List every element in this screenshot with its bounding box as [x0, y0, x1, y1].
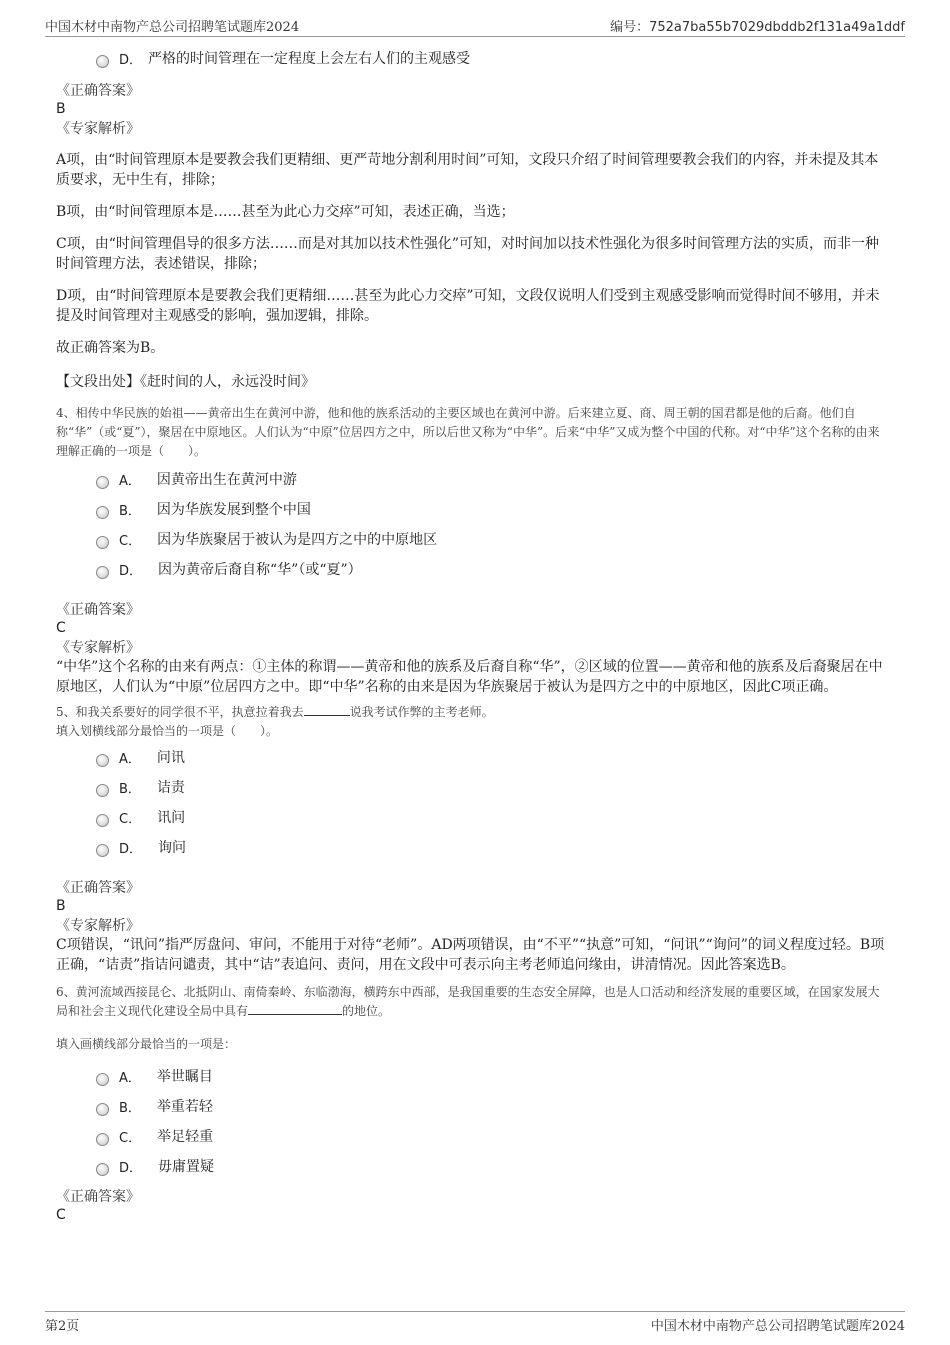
- q5-stem-after: 说我考试作弊的主考老师。: [349, 705, 494, 719]
- analysis-label: 《专家解析》: [56, 121, 140, 137]
- option-label: B．: [119, 1100, 141, 1116]
- radio-icon[interactable]: [96, 566, 109, 579]
- q3-option-d[interactable]: [96, 48, 890, 68]
- page-footer: [45, 1311, 905, 1336]
- q3-analysis-b: B项，由“时间管理原本是……甚至为此心力交瘁”可知，表述正确，当选；: [56, 204, 515, 220]
- option-label: A．: [119, 473, 141, 489]
- q5-stem-line2: 填入划横线部分最恰当的一项是（ ）。: [56, 724, 279, 738]
- page-header: [45, 14, 905, 37]
- radio-icon[interactable]: [96, 814, 109, 827]
- q6-stem-line2: 填入画横线部分最恰当的一项是：: [56, 1037, 237, 1051]
- radio-icon[interactable]: [96, 476, 109, 489]
- page-content: [56, 44, 890, 1224]
- answer-label: 《正确答案》: [56, 1189, 140, 1205]
- q3-analysis-a: A项，由“时间管理原本是要教会我们更精细、更严苛地分割利用时间”可知，文段只介绍了时间管理要教会我们的内容，并未提及其本质要求，无中生有，排除；: [56, 152, 879, 188]
- option-label: D．: [119, 563, 143, 579]
- radio-icon[interactable]: [96, 55, 109, 68]
- answer-label: 《正确答案》: [56, 880, 140, 896]
- option-text: 因为华族聚居于被认为是四方之中的中原地区: [157, 532, 438, 548]
- option-text: 因为华族发展到整个中国: [156, 502, 311, 518]
- option-label: C．: [119, 811, 142, 827]
- q4-analysis: “中华”这个名称的由来有两点：①主体的称谓——黄帝和他的族系及后裔自称“华”，②区域的位置——黄帝和他的族系及后裔聚居在中原地区，人们认为“中原”位居四方之中。即“中华”名称的由来是因为华族聚居于被认为是四方之中的中原地区，因此C项正确。: [56, 659, 883, 695]
- option-text: 因为黄帝后裔自称“华”（或“夏”）: [158, 562, 362, 578]
- analysis-label: 《专家解析》: [56, 640, 140, 656]
- header-serial: 编号：752a7ba55b7029dbddb2f131a49a1ddf: [610, 20, 905, 35]
- q3-analysis-d: D项，由“时间管理原本是要教会我们更精细……甚至为此心力交瘁”可知，文段仅说明人们受到主观感受影响而觉得时间不够用，并未提及时间管理对主观感受的影响，强加逻辑，排除。: [56, 288, 880, 324]
- q6-stem: [56, 983, 890, 1021]
- page-number: 第2页: [45, 1319, 80, 1334]
- option-label: D．: [119, 1160, 143, 1176]
- option-text: 问讯: [156, 750, 185, 766]
- q5-blank: [304, 703, 350, 716]
- q4-option-c[interactable]: [96, 529, 890, 549]
- option-label: B．: [119, 781, 141, 797]
- q5-option-b[interactable]: [96, 777, 890, 797]
- option-label: B．: [119, 503, 141, 519]
- option-label: C．: [119, 1130, 142, 1146]
- analysis-label: 《专家解析》: [56, 918, 140, 934]
- header-title: 中国木材中南物产总公司招聘笔试题库2024: [45, 20, 300, 35]
- option-text: 严格的时间管理在一定程度上会左右人们的主观感受: [148, 51, 471, 67]
- q5-stem-before: 5、和我关系要好的同学很不平，执意拉着我去: [56, 705, 304, 719]
- q6-answer: C: [56, 1207, 66, 1223]
- option-label: D．: [119, 841, 143, 857]
- radio-icon[interactable]: [96, 844, 109, 857]
- footer-title: 中国木材中南物产总公司招聘笔试题库2024: [650, 1319, 905, 1334]
- q3-source: 【文段出处】《赶时间的人，永远没时间》: [56, 374, 315, 390]
- q6-stem-after: 的地位。: [342, 1004, 391, 1018]
- option-label: C．: [119, 533, 142, 549]
- q3-answer: B: [56, 101, 66, 117]
- q5-analysis: C项错误，“讯问”指严厉盘问、审问，不能用于对待“老师”。AD两项错误，由“不平”“执意”可知，“问讯”“询问”的词义程度过轻。B项正确，“诘责”指诘问谴责，其中“诘”表追问、责问，用在文段中可表示向主考老师追问缘由，讲清情况。因此答案选B。: [56, 937, 885, 973]
- q5-stem: [56, 703, 890, 722]
- option-text: 毋庸置疑: [158, 1159, 215, 1175]
- q6-option-b[interactable]: [96, 1096, 890, 1116]
- option-text: 因黄帝出生在黄河中游: [156, 472, 297, 488]
- radio-icon[interactable]: [96, 506, 109, 519]
- q4-answer: C: [56, 620, 66, 636]
- q5-answer: B: [56, 898, 66, 914]
- q5-option-a[interactable]: [96, 747, 890, 767]
- option-label: A．: [119, 751, 141, 767]
- option-text: 举重若轻: [156, 1099, 213, 1115]
- answer-label: 《正确答案》: [56, 83, 140, 99]
- q5-option-c[interactable]: [96, 807, 890, 827]
- option-text: 举世瞩目: [156, 1069, 213, 1085]
- option-text: 讯问: [157, 810, 186, 826]
- radio-icon[interactable]: [96, 1133, 109, 1146]
- option-text: 询问: [158, 840, 187, 856]
- option-label: D．: [119, 52, 143, 68]
- radio-icon[interactable]: [96, 536, 109, 549]
- q4-option-a[interactable]: [96, 469, 890, 489]
- q6-option-d[interactable]: [96, 1156, 890, 1176]
- radio-icon[interactable]: [96, 1073, 109, 1086]
- radio-icon[interactable]: [96, 1103, 109, 1116]
- q6-stem-before: 6、黄河流域西接昆仑、北抵阴山、南倚秦岭、东临渤海，横跨东中西部，是我国重要的生态安全屏障，也是人口活动和经济发展的重要区域，在国家发展大局和社会主义现代化建设全局中具有: [56, 985, 880, 1018]
- radio-icon[interactable]: [96, 754, 109, 767]
- option-text: 诘责: [156, 780, 185, 796]
- q3-analysis-c: C项，由“时间管理倡导的很多方法……而是对其加以技术性强化”可知，对时间加以技术性强化为很多时间管理方法的实质，而非一种时间管理方法，表述错误，排除；: [56, 236, 880, 272]
- answer-label: 《正确答案》: [56, 602, 140, 618]
- q3-conclusion: 故正确答案为B。: [56, 340, 165, 356]
- radio-icon[interactable]: [96, 1163, 109, 1176]
- q4-option-d[interactable]: [96, 559, 890, 579]
- option-label: A．: [119, 1070, 141, 1086]
- q4-stem: 4、相传中华民族的始祖——黄帝出生在黄河中游，他和他的族系活动的主要区域也在黄河中游。后来建立夏、商、周王朝的国君都是他的后裔。他们自称“华”（或“夏”），聚居在中原地区。人们认为“中原”位居四方之中，所以后世又称为“中华”。后来“中华”又成为整个中国的代称。对“中华”这个名称的由来理解正确的一项是（ ）。: [56, 406, 880, 458]
- option-text: 举足轻重: [157, 1129, 214, 1145]
- q6-blank: [248, 1002, 342, 1015]
- q5-option-d[interactable]: [96, 837, 890, 857]
- q6-option-a[interactable]: [96, 1066, 890, 1086]
- q4-option-b[interactable]: [96, 499, 890, 519]
- q6-option-c[interactable]: [96, 1126, 890, 1146]
- radio-icon[interactable]: [96, 784, 109, 797]
